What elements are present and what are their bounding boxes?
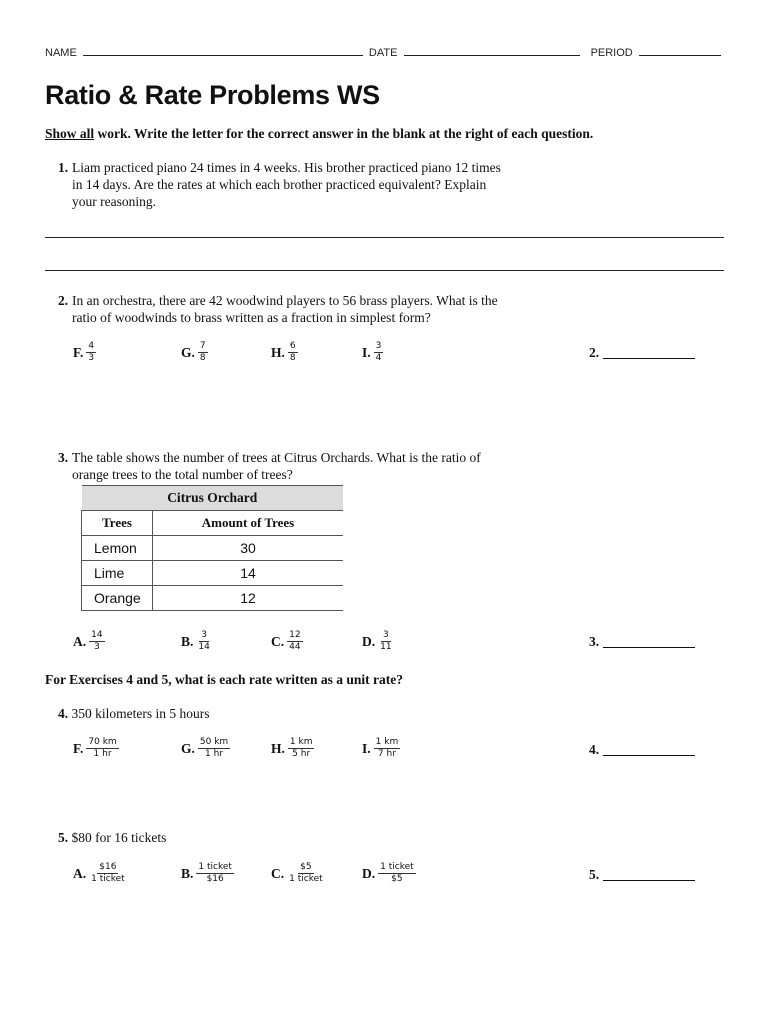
question-text: 350 kilometers in 5 hours — [71, 706, 210, 721]
question-number: 4. — [58, 706, 69, 721]
tree-amount: 12 — [153, 586, 344, 611]
question-3 — [58, 449, 68, 466]
choice-a[interactable] — [73, 630, 105, 653]
choice-letter: D. — [362, 633, 376, 649]
choice-letter: G. — [181, 740, 195, 756]
student-info-header — [45, 46, 725, 59]
denominator: 7 hr — [377, 749, 396, 759]
choice-a[interactable] — [73, 862, 127, 885]
answer-blank-4[interactable] — [589, 742, 695, 758]
denominator: 4 — [375, 353, 382, 363]
question-1 — [58, 159, 68, 176]
question-line: Liam practiced piano 24 times in 4 weeks. His brother practiced piano 12 times — [72, 160, 501, 175]
numerator: 4 — [88, 341, 95, 351]
numerator: 3 — [382, 630, 389, 640]
numerator: 6 — [289, 341, 296, 351]
fraction — [86, 737, 118, 760]
answer-label: 2. — [589, 345, 600, 360]
choice-letter: C. — [271, 633, 285, 649]
denominator: 3 — [93, 642, 100, 652]
answer-blank-line[interactable] — [603, 870, 695, 881]
fraction — [288, 341, 298, 364]
period-field[interactable] — [639, 46, 721, 56]
choice-letter: G. — [181, 344, 195, 360]
question-text: $80 for 16 tickets — [71, 830, 167, 845]
choice-letter: H. — [271, 740, 285, 756]
question-number: 5. — [58, 830, 69, 845]
question-number: 3. — [58, 450, 69, 465]
choice-c[interactable] — [271, 630, 303, 653]
answer-line-1[interactable] — [45, 237, 724, 238]
choice-letter: F. — [73, 740, 84, 756]
question-5 — [58, 829, 166, 846]
question-line: in 14 days. Are the rates at which each brother practiced equivalent? Explain — [72, 177, 487, 192]
choice-letter: I. — [362, 344, 371, 360]
numerator: 14 — [91, 630, 103, 640]
answer-blank-line[interactable] — [603, 637, 695, 648]
name-field[interactable] — [83, 46, 363, 56]
question-number: 1. — [58, 160, 69, 175]
choice-i[interactable] — [362, 341, 383, 364]
denominator: 1 hr — [93, 749, 112, 759]
denominator: $16 — [206, 874, 224, 884]
column-header: Trees — [82, 511, 153, 536]
denominator: 11 — [380, 642, 392, 652]
denominator: 1 ticket — [289, 874, 323, 884]
question-number: 2. — [58, 293, 69, 308]
choice-b[interactable] — [181, 630, 212, 653]
denominator: 44 — [289, 642, 301, 652]
page-title: Ratio & Rate Problems WS — [45, 80, 380, 110]
question-1-text — [72, 159, 501, 210]
fraction — [287, 862, 325, 885]
question-line: your reasoning. — [72, 194, 156, 209]
answer-label: 3. — [589, 634, 600, 649]
denominator: 3 — [88, 353, 95, 363]
answer-blank-3[interactable] — [589, 634, 695, 650]
choice-h[interactable] — [271, 341, 298, 364]
denominator: $5 — [391, 874, 403, 884]
instructions-emphasis: Show all — [45, 126, 95, 141]
choice-letter: H. — [271, 344, 285, 360]
numerator: 1 ticket — [198, 862, 232, 872]
tree-name: Orange — [82, 586, 153, 611]
numerator: 3 — [375, 341, 382, 351]
denominator: 1 ticket — [91, 874, 125, 884]
fraction — [86, 341, 96, 364]
fraction — [198, 737, 230, 760]
table-caption: Citrus Orchard — [82, 486, 344, 511]
choice-d[interactable] — [362, 630, 394, 653]
numerator: 12 — [289, 630, 301, 640]
period-label: PERIOD — [590, 47, 633, 59]
answer-line-2[interactable] — [45, 270, 724, 271]
answer-label: 5. — [589, 867, 600, 882]
numerator: 70 km — [88, 737, 117, 747]
citrus-orchard-table — [81, 485, 343, 611]
section-heading: For Exercises 4 and 5, what is each rate written as a unit rate? — [45, 672, 403, 687]
choice-g[interactable] — [181, 737, 230, 760]
choice-c[interactable] — [271, 862, 325, 885]
fraction — [196, 630, 211, 653]
column-header: Amount of Trees — [153, 511, 344, 536]
question-line: ratio of woodwinds to brass written as a fraction in simplest form? — [72, 310, 431, 325]
fraction — [89, 862, 127, 885]
denominator: 8 — [289, 353, 296, 363]
question-line: orange trees to the total number of trees? — [72, 467, 293, 482]
choice-letter: A. — [73, 865, 87, 881]
choice-letter: I. — [362, 740, 371, 756]
denominator: 1 hr — [205, 749, 224, 759]
fraction — [196, 862, 234, 885]
choice-f[interactable] — [73, 737, 119, 760]
date-field[interactable] — [404, 46, 580, 56]
numerator: $5 — [300, 862, 312, 872]
numerator: 7 — [199, 341, 206, 351]
date-label: DATE — [368, 47, 398, 59]
question-2 — [58, 292, 68, 309]
fraction — [198, 341, 208, 364]
numerator: $16 — [99, 862, 117, 872]
choice-letter: A. — [73, 633, 87, 649]
choice-letter: F. — [73, 344, 84, 360]
table-row — [82, 536, 344, 561]
answer-label: 4. — [589, 742, 600, 757]
fraction — [288, 737, 315, 760]
fraction — [378, 862, 416, 885]
denominator: 8 — [199, 353, 206, 363]
choice-d[interactable] — [362, 862, 416, 885]
instructions — [45, 126, 593, 142]
fraction — [89, 630, 104, 653]
fraction — [374, 341, 384, 364]
numerator: 50 km — [199, 737, 229, 747]
question-line: In an orchestra, there are 42 woodwind players to 56 brass players. What is the — [72, 293, 498, 308]
question-line: The table shows the number of trees at Citrus Orchards. What is the ratio of — [72, 450, 481, 465]
answer-blank-line[interactable] — [603, 745, 695, 756]
choice-f[interactable] — [73, 341, 96, 364]
table-row — [82, 586, 344, 611]
instructions-text: work. Write the letter for the correct answer in the blank at the right of each question. — [94, 126, 594, 141]
fraction — [378, 630, 393, 653]
numerator: 1 km — [375, 737, 399, 747]
question-2-text — [72, 292, 498, 326]
choice-letter: C. — [271, 865, 285, 881]
choice-letter: B. — [181, 865, 194, 881]
choice-i[interactable] — [362, 737, 400, 760]
question-3-text — [72, 449, 481, 483]
tree-name: Lemon — [82, 536, 153, 561]
question-4 — [58, 705, 210, 722]
tree-amount: 14 — [153, 561, 344, 586]
denominator: 14 — [198, 642, 210, 652]
choice-b[interactable] — [181, 862, 234, 885]
answer-blank-5[interactable] — [589, 867, 695, 883]
denominator: 5 hr — [292, 749, 311, 759]
fraction — [374, 737, 401, 760]
choice-letter: B. — [181, 633, 194, 649]
table-row — [82, 561, 344, 586]
tree-name: Lime — [82, 561, 153, 586]
name-label: NAME — [45, 47, 77, 59]
tree-amount: 30 — [153, 536, 344, 561]
choice-g[interactable] — [181, 341, 208, 364]
choice-letter: D. — [362, 865, 376, 881]
numerator: 1 km — [289, 737, 313, 747]
answer-blank-2[interactable] — [589, 345, 695, 361]
choice-h[interactable] — [271, 737, 314, 760]
numerator: 3 — [201, 630, 207, 640]
numerator: 1 ticket — [380, 862, 414, 872]
fraction — [287, 630, 302, 653]
answer-blank-line[interactable] — [603, 348, 695, 359]
